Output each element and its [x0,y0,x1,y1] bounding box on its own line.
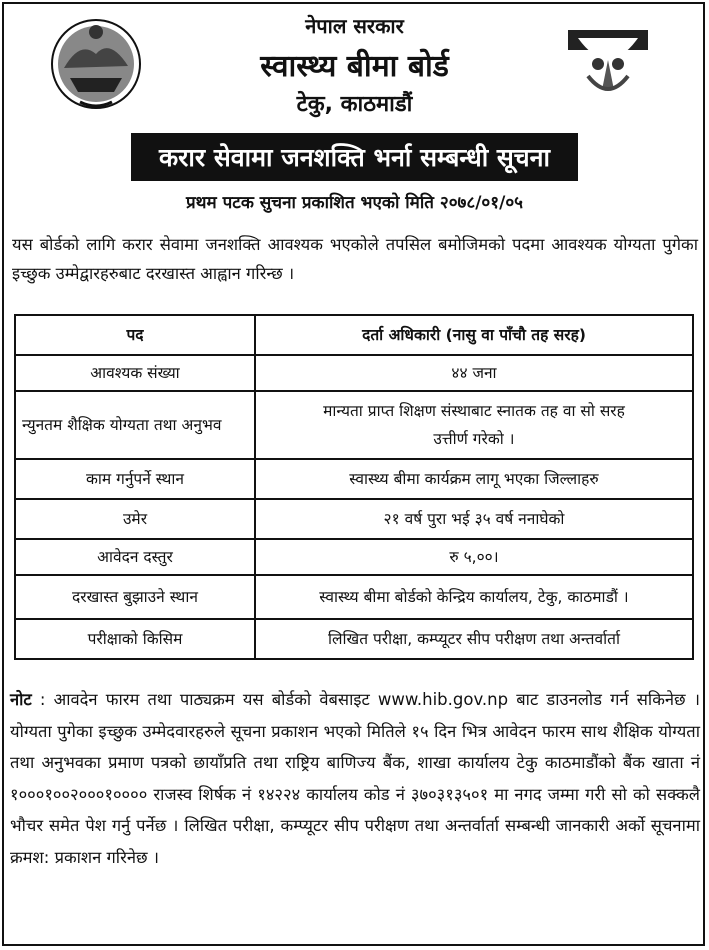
column-header-post: पद [15,315,255,355]
table-row [15,391,693,459]
row-value: रु ५,००। [255,539,693,575]
health-insurance-board-logo-icon [568,30,648,104]
government-name: नेपाल सरकार [305,14,404,38]
board-name: स्वास्थ्य बीमा बोर्ड [260,49,449,84]
row-value: मान्यता प्राप्त शिक्षण संस्थाबाट स्नातक तह वा सो सरह उत्तीर्ण गरेको । [255,391,693,459]
notice-title-banner: करार सेवामा जनशक्ति भर्ना सम्बन्धी सूचना [131,133,578,181]
note-text: : आवदेन फारम तथा पाठ्यक्रम यस बोर्डको वेबसाइट www.hib.gov.np बाट डाउनलोड गर्न सकिनेछ । योग्यता पुगेका इच्छुक उम्मेदवारहरुले सूचना प्रकाशन भएको मितिले १५ दिन भित्र आवेदन फारम साथ शैक्षिक योग्यता तथा अनुभवका प्रमाण पत्रको छायाँप्रति तथा राष्ट्रिय बाणिज्य बैंक, शाखा कार्यालय टेकु काठमाडौंको बैंक खाता नं १०००१००२०००१०००० राजस्व शिर्षक नं १४२२४ कार्यालय कोड नं ३७०३१३५०१ मा नगद जम्मा गरी सो को सक्कलै भौचर समेत पेश गर्नु पर्नेछ । लिखित परीक्षा, कम्प्यूटर सीप परीक्षण तथा अन्तर्वार्ता सम्बन्धी जानकारी अर्को सूचनामा क्रमश: प्रकाशन गरिनेछ । [10,690,700,867]
note-paragraph [10,684,700,873]
row-label: परीक्षाको किसिम [15,619,255,659]
row-label: उमेर [15,499,255,539]
row-label: आवेदन दस्तुर [15,539,255,575]
row-label: काम गर्नुपर्ने स्थान [15,459,255,499]
table-row [15,355,693,391]
row-label: आवश्यक संख्या [15,355,255,391]
table-row [15,539,693,575]
row-value: ४४ जना [255,355,693,391]
row-value: स्वास्थ्य बीमा कार्यक्रम लागू भएका जिल्लाहरु [255,459,693,499]
table-row [15,575,693,619]
table-header-row [15,315,693,355]
row-label: दरखास्त बुझाउने स्थान [15,575,255,619]
intro-paragraph: यस बोर्डको लागि करार सेवामा जनशक्ति आवश्यक भएकोले तपसिल बमोजिमको पदमा आवश्यक योग्यता पुगेका इच्छुक उम्मेद्वारहरुबाट दरखास्त आह्वान गरिन्छ । [12,235,698,283]
table-row [15,459,693,499]
vacancy-table [14,314,694,660]
table-row [15,619,693,659]
notice-header [0,0,709,130]
column-header-position: दर्ता अधिकारी (नासु वा पाँचौ तह सरह) [255,315,693,355]
table-row [15,499,693,539]
row-value: स्वास्थ्य बीमा बोर्डको केन्द्रिय कार्यालय, टेकु, काठमाडौं । [255,575,693,619]
publish-date: प्रथम पटक सुचना प्रकाशित भएको मिति २०७८/०१/०५ [185,193,523,213]
row-value: २१ वर्ष पुरा भई ३५ वर्ष ननाघेको [255,499,693,539]
board-location: टेकु, काठमाडौं [296,92,413,117]
row-value: लिखित परीक्षा, कम्प्यूटर सीप परीक्षण तथा अन्तर्वार्ता [255,619,693,659]
note-label: नोट [10,690,32,709]
row-label: न्युनतम शैक्षिक योग्यता तथा अनुभव [15,391,255,459]
